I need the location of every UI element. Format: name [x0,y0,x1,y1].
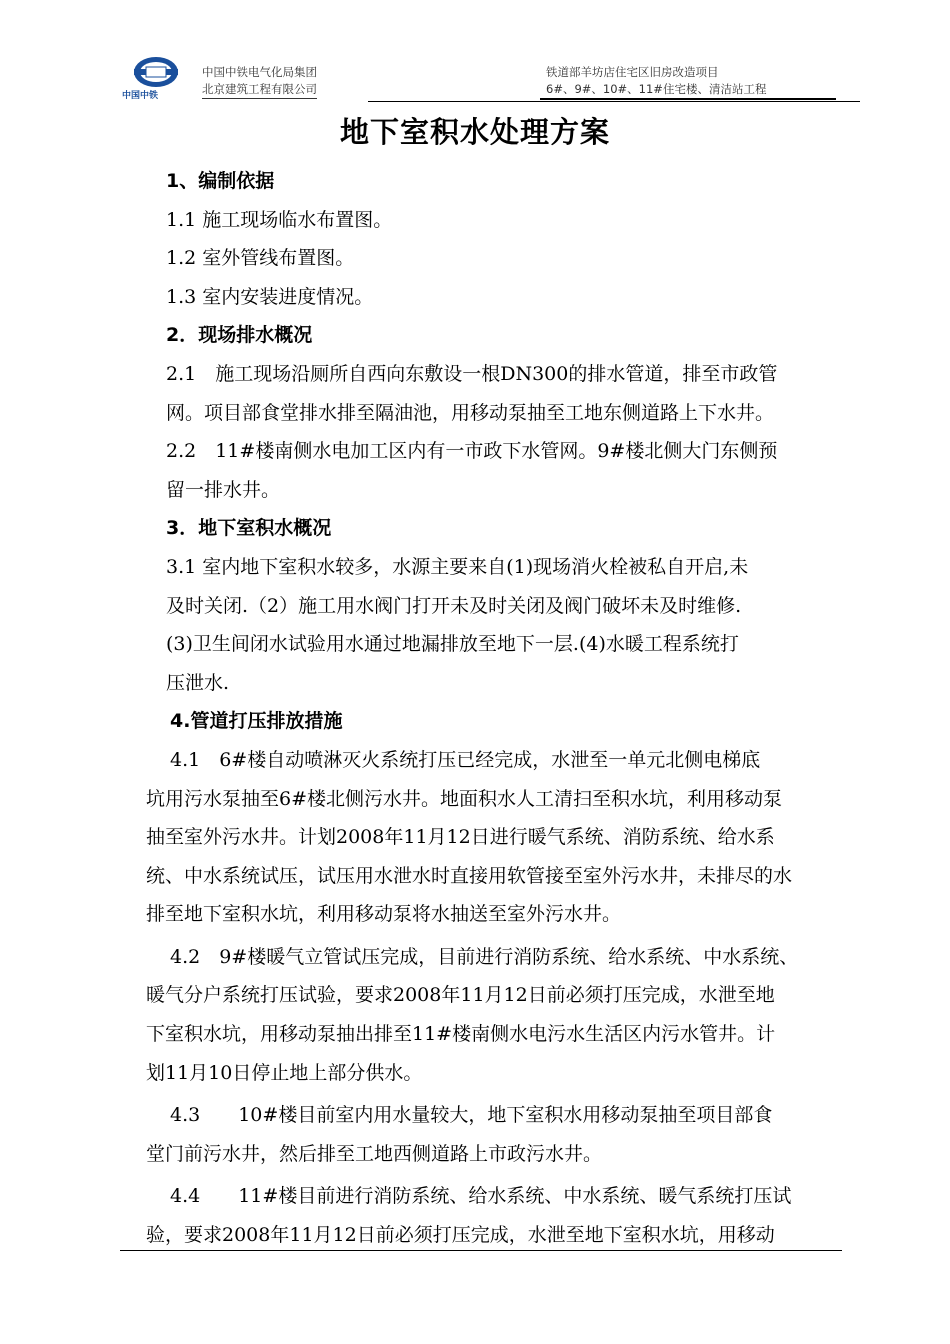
paragraph-1-1: 1.1 施工现场临水布置图。 [166,208,393,231]
paragraph-4-2-line2: 暖气分户系统打压试验，要求2008年11月12日前必须打压完成，水泄至地 [146,984,775,1007]
paragraph-4-2-line4: 划11月10日停止地上部分供水。 [146,1061,423,1084]
paragraph-4-1-line2: 坑用污水泵抽至6#楼北侧污水井。地面积水人工清扫至积水坑，利用移动泵 [146,787,783,810]
paragraph-2-1-line2: 网。项目部食堂排水排至隔油池，用移动泵抽至工地东侧道路上下水井。 [166,401,775,424]
header-rule-thick [540,98,836,100]
section-heading-3: 3．地下室积水概况 [166,517,332,540]
project-name [546,64,766,98]
paragraph-4-3-line1: 4.3 10#楼目前室内用水量较大，地下室积水用移动泵抽至项目部食 [170,1104,773,1127]
section-heading-4: 4.管道打压排放措施 [170,710,343,733]
paragraph-3-1-line1: 3.1 室内地下室积水较多，水源主要来自(1)现场消火栓被私自开启,未 [166,555,749,578]
paragraph-1-3: 1.3 室内安装进度情况。 [166,285,374,308]
company-line1: 中国中铁电气化局集团 [202,65,317,79]
paragraph-2-2-line1: 2.2 11#楼南侧水电加工区内有一市政下水管网。9#楼北侧大门东侧预 [166,440,778,463]
paragraph-2-2-line2: 留一排水井。 [166,478,281,501]
document-body [146,162,866,1255]
paragraph-4-2-line3: 下室积水坑，用移动泵抽出排至11#楼南侧水电污水生活区内污水管井。计 [146,1023,776,1046]
company-name [202,64,317,99]
paragraph-2-1-line1: 2.1 施工现场沿厕所自西向东敷设一根DN300的排水管道，排至市政管 [166,362,778,385]
paragraph-4-1-line5: 排至地下室积水坑，利用移动泵将水抽送至室外污水井。 [146,903,622,926]
paragraph-4-1-line1: 4.1 6#楼自动喷淋灭火系统打压已经完成，水泄至一单元北侧电梯底 [170,748,761,771]
header-rule [368,101,860,102]
paragraph-4-2-line1: 4.2 9#楼暖气立管试压完成，目前进行消防系统、给水系统、中水系统、 [170,945,799,968]
footer-rule [120,1250,842,1251]
paragraph-4-3-line2: 堂门前污水井，然后排至工地西侧道路上市政污水井。 [146,1142,603,1165]
paragraph-4-1-line4: 统、中水系统试压，试压用水泄水时直接用软管接至室外污水井，未排尽的水 [146,864,793,887]
paragraph-3-1-line2: 及时关闭.（2）施工用水阀门打开未及时关闭及阀门破坏未及时维修. [166,594,742,617]
section-heading-2: 2．现场排水概况 [166,324,313,347]
document-title: 地下室积水处理方案 [339,115,610,149]
paragraph-3-1-line4: 压泄水. [166,671,230,694]
section-heading-1: 1、编制依据 [166,170,275,192]
project-line1: 铁道部羊坊店住宅区旧房改造项目 [546,65,719,79]
paragraph-4-4-line1: 4.4 11#楼目前进行消防系统、给水系统、中水系统、暖气系统打压试 [170,1185,792,1208]
company-line2: 北京建筑工程有限公司 [202,81,317,99]
paragraph-1-2: 1.2 室外管线布置图。 [166,247,355,270]
logo-text: 中国中铁 [122,91,159,101]
paragraph-4-4-line2: 验，要求2008年11月12日前必须打压完成，水泄至地下室积水坑，用移动 [146,1224,775,1247]
paragraph-4-1-line3: 抽至室外污水井。计划2008年11月12日进行暖气系统、消防系统、给水系 [146,826,775,849]
paragraph-3-1-line3: (3)卫生间闭水试验用水通过地漏排放至地下一层.(4)水暖工程系统打 [166,633,739,656]
project-line2: 6#、9#、10#、11#住宅楼、清洁站工程 [546,82,767,96]
page-header [120,52,860,104]
